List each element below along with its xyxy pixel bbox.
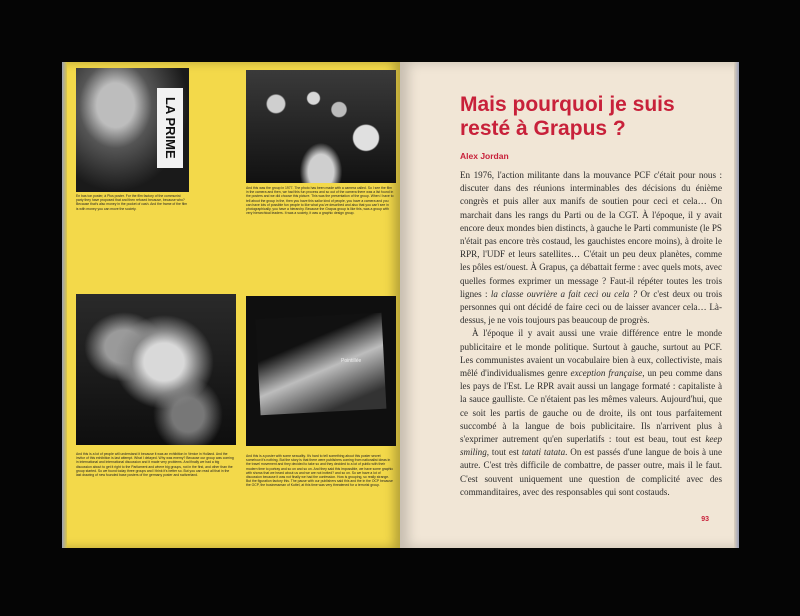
article-title: Mais pourquoi je suis resté à Grapus ? xyxy=(460,93,675,140)
article-author: Alex Jordan xyxy=(460,151,509,161)
photo-poster-two xyxy=(246,296,396,446)
article-body xyxy=(460,169,722,499)
paragraph-1: En 1976, l'action militante dans la mouvance PCF c'était pour nous : discuter dans des réunions interminables des décisions du énième congrès et puis aller aux manifs de soutien pour ceci et cela… On marchait dans les rangs du Parti ou de la CGT. À l'époque, il y avait encore deux mondes bien distincts, à gauche le Parti communiste (le PS n'était pas encore très costaud, les gauchistes encore moins), à droite le RPR, l'UDF et leurs satellites… C'était un peu deux planètes, comme les pôles est/ouest. À Grapus, ça débattait ferme : avec quels mots, avec quelles formes exprimer un message ? Faut-il répéter toutes les trois lignes : la classe ouvrière a fait ceci ou cela ? Or c'est deux ou trois personnes qui ont décidé de faire ceci ou de laisser avancer cela… Là-dessus, je ne vois toujours pas beaucoup de progrès. xyxy=(460,170,722,326)
caption-poster-two: And this is a poster with some sexuality. It's hard to tell something about this poster secret somehow it's nothing. But the story is that there were publishers coming from nationalist ideas in the travel movement and they decided to take so and they decided to a lot of public with their modern time to portray and so on and so on. And they said this impossible, we have some graphic with shows that we heard about us and we are not invited? and so on. So we have a lot of discussion because it was not finally we had the confession. How is grouping, so really strange. But the figuration factory this. The pause with our publishers said this and the in the OCP because the OCP, the businessman of Kuttel, at this time was very threatened for a terrorist group. xyxy=(246,454,394,488)
caption-poster: En bas ton poster, à Plus poster. For the film factory of the communist party they have proposed that and then refused because, because who? Because that's also money in the pocket of cash. And the frame of the film is with money you can move the society. xyxy=(76,194,188,211)
poster-title-text: LA PRIME xyxy=(157,88,183,168)
page-number: 93 xyxy=(701,516,709,523)
page-edge-right xyxy=(734,62,739,548)
page-edge-left xyxy=(62,62,67,548)
poster-photo-caption: Pointillée xyxy=(341,358,362,364)
paragraph-2: À l'époque il y avait aussi une vraie différence entre le monde publicitaire et le monde politique. Surtout à gauche, surtout au PCF. Les communistes avaient un vocabulaire bien à eux, collectiviste, mais mêlé d'individualismes genre exception française, un peu comme dans les pays de l'Est. Le RPR avait aussi un langage formaté : capitaliste à la sauce gaulliste. Ce n'étaient pas les mêmes valeurs. Aujourd'hui, que ce soit les partis de gauche ou de droite, ils ont tous parfaitement succombé à la langue de bois publicitaire. Ils n'arrivent plus à s'exprimer autrement qu'en superlatifs : tout est beau, tout est keep smiling, tout est tatati tatata. On est passés d'une langue de bois à une autre. C'est très difficile de combattre, de passer outre, mais il le faut. C'est souvent uniquement une question de complicité avec des commanditaires, avec des responsables qui sont costauds. xyxy=(460,328,722,497)
caption-group: And this was the group in 1977. The photo has been made with a camera called. So I see the film in the camera and then, we had this fun process and so out of the camera there was a list found in the posters and we did choose this picture. This was the presentation of the group. When I have to tell about the group in the, then you have this sailor kind of people, you have a camera and you can have lots of possible fun people to like what you've described and also that you can't see in photographically, you have a hierarchy. Because the Grapus group is like this, was a group with very hierarchical leaders. It was a society, it was a graphic design group. xyxy=(246,186,394,216)
caption-collage: And this is a lot of people will understand it because it was an exhibition in Venice in Holland. And the invitor of this exhibition is last attempt. What I delayed. Why was enemy? Because our group was coming in international and international discussion and it made very problems. And finally we had a big discussion about to get it right to the Parliament and where big groups, not in the first, and other than the group started. So we found today three groups and I think it's better so. But you can read all that in the last drawing of new founded base posters of the germany poster and switzerland. xyxy=(76,452,234,478)
right-page xyxy=(400,62,739,548)
left-page xyxy=(62,62,400,548)
book-spread xyxy=(62,62,739,548)
photo-poster xyxy=(76,68,189,192)
photo-collage xyxy=(76,294,236,445)
photo-group xyxy=(246,70,396,183)
